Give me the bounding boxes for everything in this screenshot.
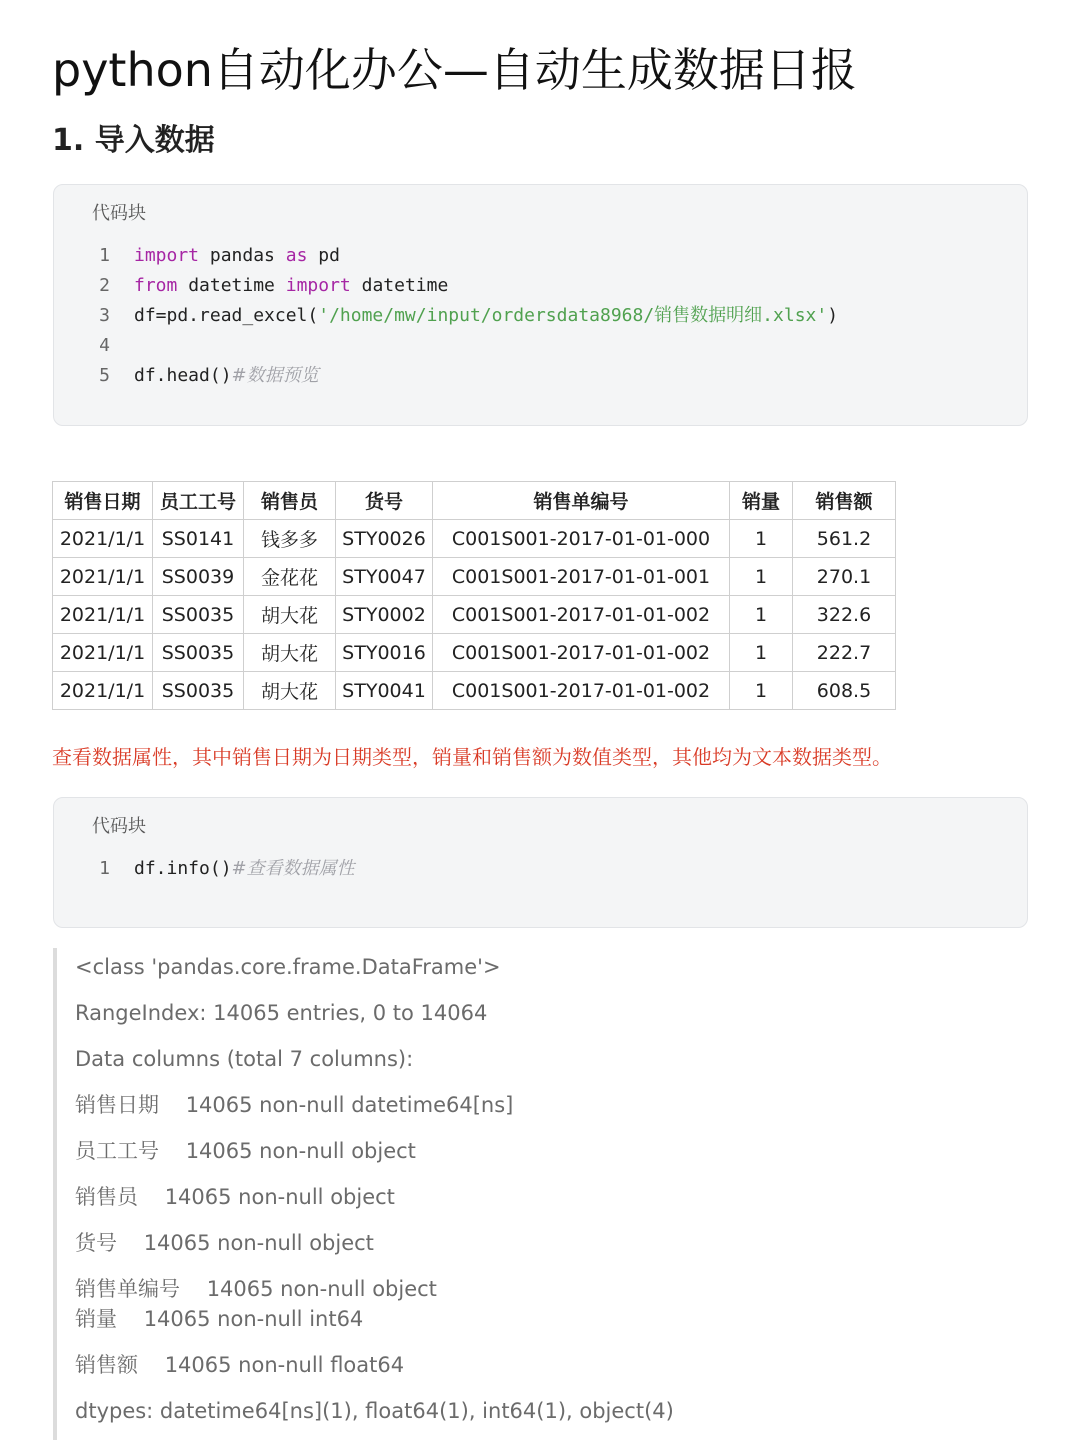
code-token: df=pd.read_excel( xyxy=(134,305,319,326)
code-block-label: 代码块 xyxy=(92,203,146,224)
table-cell: 金花花 xyxy=(244,558,336,596)
line-number: 5 xyxy=(99,365,110,386)
code-block-1 xyxy=(53,184,1028,426)
output-block xyxy=(53,948,1013,1440)
code-token: '/home/mw/input/ordersdata8968/销售数据明细.xlsx' xyxy=(318,305,828,326)
table-cell: 1 xyxy=(730,520,793,558)
column-header: 销量 xyxy=(730,482,793,520)
table-cell: 1 xyxy=(730,672,793,710)
table-cell: SS0035 xyxy=(153,672,244,710)
table-cell: 1 xyxy=(730,558,793,596)
output-line: 员工工号 14065 non-null object xyxy=(75,1139,416,1163)
page-title: python自动化办公—自动生成数据日报 xyxy=(52,43,857,97)
table-cell: 胡大花 xyxy=(244,634,336,672)
table-cell: 608.5 xyxy=(793,672,896,710)
output-line: Data columns (total 7 columns): xyxy=(75,1047,414,1071)
section-heading: 1. 导入数据 xyxy=(52,123,215,158)
line-number: 1 xyxy=(99,858,110,879)
column-header: 员工工号 xyxy=(153,482,244,520)
code-line xyxy=(54,854,355,884)
output-line: 销量 14065 non-null int64 xyxy=(75,1307,364,1331)
table-cell: 1 xyxy=(730,634,793,672)
output-line: <class 'pandas.core.frame.DataFrame'> xyxy=(75,955,501,979)
table-cell: 2021/1/1 xyxy=(53,634,153,672)
code-line xyxy=(54,331,838,361)
table-cell: 胡大花 xyxy=(244,672,336,710)
line-number: 2 xyxy=(99,275,110,296)
code-token: from xyxy=(134,275,178,296)
code-line xyxy=(54,241,838,271)
table-cell: 2021/1/1 xyxy=(53,672,153,710)
table-cell: 561.2 xyxy=(793,520,896,558)
output-line: 销售额 14065 non-null float64 xyxy=(75,1353,405,1377)
output-line: 货号 14065 non-null object xyxy=(75,1231,374,1255)
table-row xyxy=(53,520,896,558)
output-line: dtypes: datetime64[ns](1), float64(1), int64(1), object(4) xyxy=(75,1399,674,1423)
line-number: 4 xyxy=(99,335,110,356)
table-cell: C001S001-2017-01-01-001 xyxy=(433,558,730,596)
data-table xyxy=(52,481,896,710)
table-cell: 322.6 xyxy=(793,596,896,634)
column-header: 销售员 xyxy=(244,482,336,520)
code-token: df.head() xyxy=(134,365,232,386)
output-line: 销售日期 14065 non-null datetime64[ns] xyxy=(75,1093,514,1117)
table-cell: STY0002 xyxy=(336,596,433,634)
code-block-label: 代码块 xyxy=(92,816,146,837)
table-cell: 222.7 xyxy=(793,634,896,672)
code-token: df.info() xyxy=(134,858,232,879)
line-number: 3 xyxy=(99,305,110,326)
output-line: 销售单编号 14065 non-null object xyxy=(75,1277,437,1301)
code-line xyxy=(54,301,838,331)
code-token: ) xyxy=(827,305,839,326)
code-token: datetime xyxy=(177,275,286,296)
table-cell: STY0026 xyxy=(336,520,433,558)
code-line xyxy=(54,361,838,391)
table-cell: SS0035 xyxy=(153,634,244,672)
code-token: #查看数据属性 xyxy=(231,858,355,879)
table-cell: C001S001-2017-01-01-002 xyxy=(433,634,730,672)
output-line: RangeIndex: 14065 entries, 0 to 14064 xyxy=(75,1001,488,1025)
table-cell: STY0047 xyxy=(336,558,433,596)
code-token: pd xyxy=(307,245,340,266)
line-number: 1 xyxy=(99,245,110,266)
table-cell: 胡大花 xyxy=(244,596,336,634)
table-cell: 270.1 xyxy=(793,558,896,596)
code-token: #数据预览 xyxy=(231,365,319,386)
table-row xyxy=(53,596,896,634)
code-token: pandas xyxy=(199,245,286,266)
column-header: 销售日期 xyxy=(53,482,153,520)
code-token: datetime xyxy=(350,275,449,296)
table-row xyxy=(53,672,896,710)
table-row xyxy=(53,558,896,596)
table-cell: C001S001-2017-01-01-000 xyxy=(433,520,730,558)
table-cell: C001S001-2017-01-01-002 xyxy=(433,596,730,634)
table-cell: STY0041 xyxy=(336,672,433,710)
code-token: as xyxy=(285,245,308,266)
table-header-row xyxy=(53,482,896,520)
table-cell: 2021/1/1 xyxy=(53,596,153,634)
table-cell: SS0035 xyxy=(153,596,244,634)
table-cell: STY0016 xyxy=(336,634,433,672)
table-cell: 钱多多 xyxy=(244,520,336,558)
column-header: 销售单编号 xyxy=(433,482,730,520)
code-lines xyxy=(54,854,355,884)
code-token: import xyxy=(134,245,200,266)
code-block-2 xyxy=(53,797,1028,928)
column-header: 货号 xyxy=(336,482,433,520)
code-line xyxy=(54,271,838,301)
table-cell: 2021/1/1 xyxy=(53,558,153,596)
table-cell: SS0141 xyxy=(153,520,244,558)
note-text: 查看数据属性，其中销售日期为日期类型，销量和销售额为数值类型，其他均为文本数据类型。 xyxy=(52,745,892,769)
output-line: 销售员 14065 non-null object xyxy=(75,1185,395,1209)
table-body xyxy=(53,520,896,710)
table-cell: C001S001-2017-01-01-002 xyxy=(433,672,730,710)
column-header: 销售额 xyxy=(793,482,896,520)
table-row xyxy=(53,634,896,672)
code-token: import xyxy=(285,275,351,296)
code-lines xyxy=(54,241,838,391)
table-cell: SS0039 xyxy=(153,558,244,596)
table-cell: 1 xyxy=(730,596,793,634)
table-cell: 2021/1/1 xyxy=(53,520,153,558)
